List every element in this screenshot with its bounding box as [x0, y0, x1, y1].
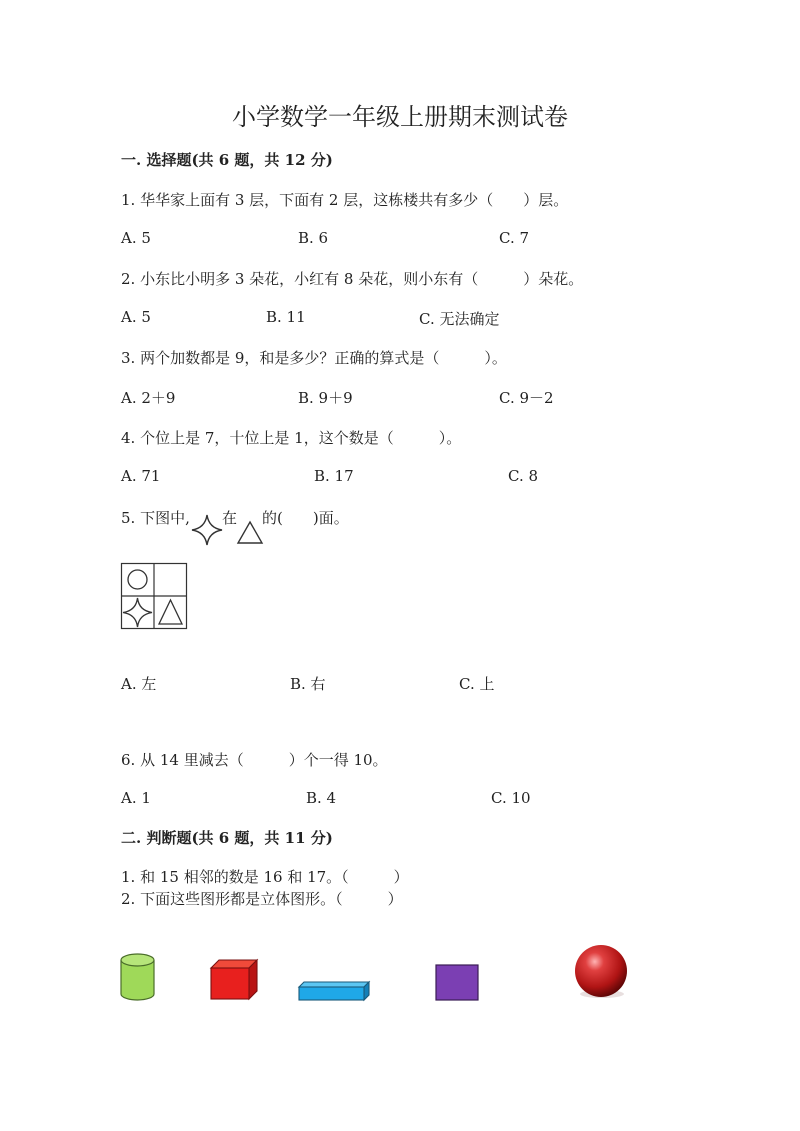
option-b: B. 9＋9: [298, 389, 353, 407]
question-text: 5. 下图中,: [121, 509, 190, 527]
cuboid-icon: [297, 980, 371, 1002]
question-text: 1. 和 15 相邻的数是 16 和 17。（ ）: [121, 868, 409, 886]
question-text: 2. 下面这些图形都是立体图形。（ ）: [121, 890, 403, 908]
option-c: C. 9－2: [499, 389, 554, 407]
question-text: 的( )面。: [262, 509, 349, 527]
position-grid: [121, 563, 187, 629]
cylinder-icon: [118, 952, 158, 1002]
option-b: B. 右: [290, 675, 326, 693]
question-text: 3. 两个加数都是 9，和是多少？正确的算式是（ ）。: [121, 349, 507, 367]
option-a: A. 左: [121, 675, 157, 693]
option-b: B. 4: [306, 789, 337, 807]
square-icon: [435, 964, 480, 1002]
question-text: 1. 华华家上面有 3 层，下面有 2 层，这栋楼共有多少（ ）层。: [121, 191, 569, 209]
option-c: C. 7: [499, 229, 530, 247]
option-a: A. 5: [121, 229, 151, 247]
option-b: B. 11: [266, 308, 306, 326]
option-b: B. 6: [298, 229, 329, 247]
option-a: A. 71: [121, 467, 161, 485]
option-a: A. 2＋9: [121, 389, 176, 407]
question-text: 2. 小东比小明多 3 朵花，小红有 8 朵花，则小东有（ ）朵花。: [121, 270, 584, 288]
option-a: A. 1: [121, 789, 151, 807]
star-icon: [191, 514, 223, 546]
sphere-icon: [573, 944, 631, 1000]
page-title: 小学数学一年级上册期末测试卷: [232, 103, 568, 131]
cube-icon: [208, 957, 260, 1001]
question-text: 6. 从 14 里减去（ ）个一得 10。: [121, 751, 388, 769]
option-c: C. 无法确定: [419, 310, 500, 328]
option-b: B. 17: [314, 467, 354, 485]
triangle-icon: [237, 521, 263, 544]
star-icon: [123, 598, 152, 627]
option-a: A. 5: [121, 308, 151, 326]
question-text: 在: [222, 509, 238, 527]
option-c: C. 上: [459, 675, 495, 693]
circle-icon: [128, 570, 147, 589]
option-c: C. 8: [508, 467, 539, 485]
section-heading: 二. 判断题(共 6 题，共 11 分): [121, 829, 333, 847]
question-text: 4. 个位上是 7，十位上是 1，这个数是（ ）。: [121, 429, 462, 447]
option-c: C. 10: [491, 789, 531, 807]
section-heading: 一. 选择题(共 6 题，共 12 分): [121, 151, 333, 169]
triangle-icon: [159, 600, 182, 624]
